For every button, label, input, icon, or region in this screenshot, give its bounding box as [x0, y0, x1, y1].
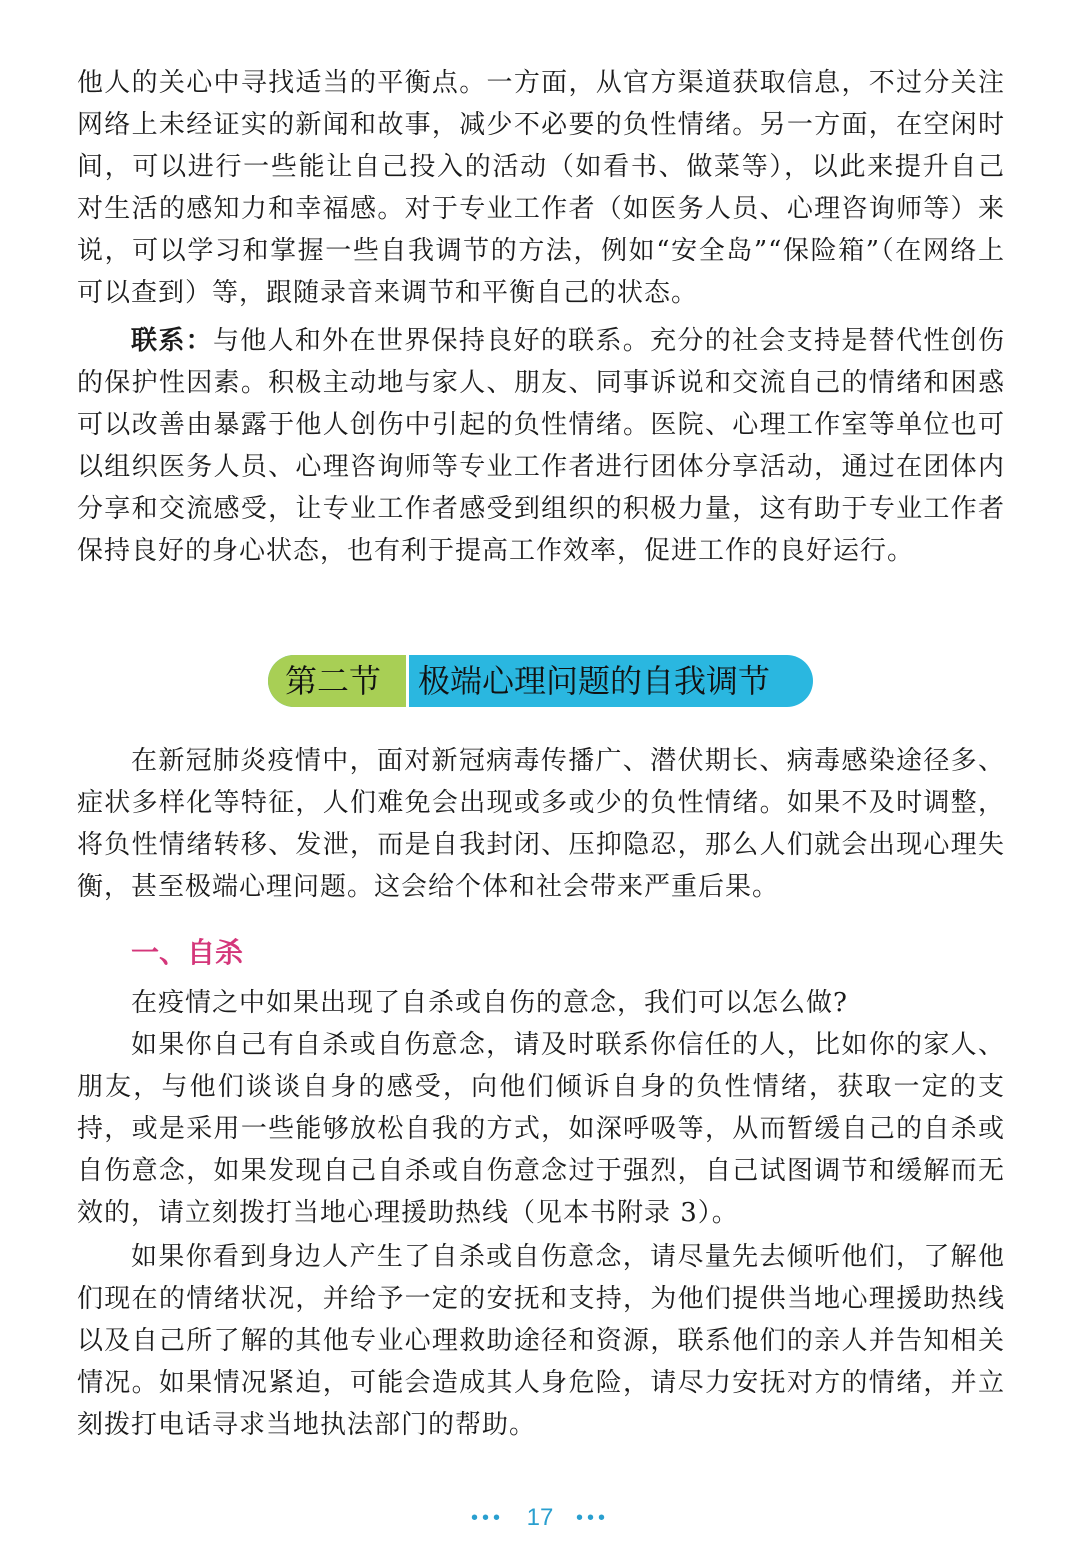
page-number: 17	[526, 1503, 554, 1531]
section-header	[268, 655, 813, 707]
paragraph-balance: 他人的关心中寻找适当的平衡点。一方面，从官方渠道获取信息，不过分关注网络上未经证实的新闻和故事，减少不必要的负性情绪。另一方面，在空闲时间，可以进行一些能让自己投入的活动（如看书、做菜等），以此来提升自己对生活的感知力和幸福感。对于专业工作者（如医务人员、心理咨询师等）来说，可以学习和掌握一些自我调节的方法，例如“安全岛”“保险箱”（在网络上可以查到）等，跟随录音来调节和平衡自己的状态。	[77, 68, 1005, 308]
paragraph-question: 在疫情之中如果出现了自杀或自伤的意念，我们可以怎么做?	[131, 988, 848, 1018]
page-footer	[0, 1500, 1080, 1534]
footer-dots-left: •••	[470, 1506, 504, 1529]
subheading-suicide: 一、自杀	[131, 936, 244, 969]
section-title: 极端心理问题的自我调节	[418, 662, 771, 700]
paragraph-others-ideation: 如果你看到身边人产生了自杀或自伤意念，请尽量先去倾听他们，了解他们现在的情绪状况，并给予一定的安抚和支持，为他们提供当地心理援助热线以及自己所了解的其他专业心理救助途径和资源，联系他们的亲人并告知相关情况。如果情况紧迫，可能会造成其人身危险，请尽力安抚对方的情绪，并立刻拨打电话寻求当地执法部门的帮助。	[77, 1242, 1005, 1440]
paragraph-self-ideation: 如果你自己有自杀或自伤意念，请及时联系你信任的人，比如你的家人、朋友，与他们谈谈自身的感受，向他们倾诉自身的负性情绪，获取一定的支持，或是采用一些能够放松自我的方式，如深呼吸等，从而暂缓自己的自杀或自伤意念，如果发现自己自杀或自伤意念过于强烈，自己试图调节和缓解而无效的，请立刻拨打当地心理援助热线（见本书附录 3）。	[77, 1030, 1005, 1228]
paragraph-intro: 在新冠肺炎疫情中，面对新冠病毒传播广、潜伏期长、病毒感染途径多、症状多样化等特征，人们难免会出现或多或少的负性情绪。如果不及时调整，将负性情绪转移、发泄，而是自我封闭、压抑隐忍，那么人们就会出现心理失衡，甚至极端心理问题。这会给个体和社会带来严重后果。	[77, 746, 1005, 902]
paragraph-connection-lead: 联系：	[131, 326, 213, 356]
section-number: 第二节	[284, 662, 381, 700]
footer-dots-right: •••	[576, 1506, 610, 1529]
paragraph-connection	[77, 320, 1005, 572]
paragraph-connection-body: 与他人和外在世界保持良好的联系。充分的社会支持是替代性创伤的保护性因素。积极主动地与家人、朋友、同事诉说和交流自己的情绪和困惑可以改善由暴露于他人创伤中引起的负性情绪。医院、心理工作室等单位也可以组织医务人员、心理咨询师等专业工作者进行团体分享活动，通过在团体内分享和交流感受，让专业工作者感受到组织的积极力量，这有助于专业工作者保持良好的身心状态，也有利于提高工作效率，促进工作的良好运行。	[77, 326, 1005, 566]
